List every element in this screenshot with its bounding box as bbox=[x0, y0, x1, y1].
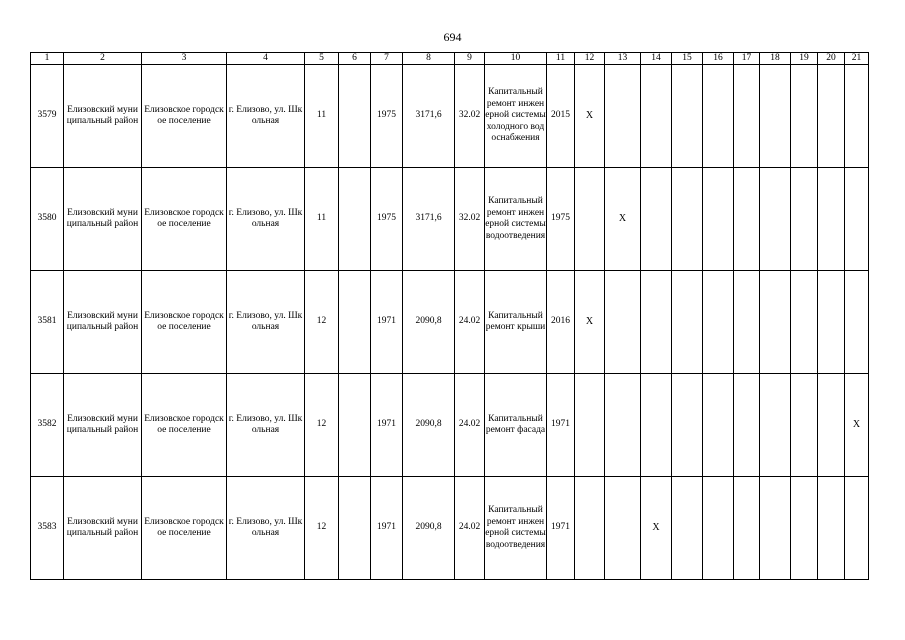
table-row bbox=[31, 374, 869, 477]
mark-cell bbox=[760, 271, 791, 374]
mark-cell bbox=[605, 65, 641, 168]
house-number: 11 bbox=[305, 168, 339, 271]
work-type: Капитальный ремонт инженерной системы водоотведения bbox=[485, 477, 547, 580]
record-id: 3580 bbox=[31, 168, 64, 271]
house-number: 12 bbox=[305, 374, 339, 477]
construction-year: 1971 bbox=[371, 374, 403, 477]
record-id: 3581 bbox=[31, 271, 64, 374]
house-number: 11 bbox=[305, 65, 339, 168]
column-number: 10 bbox=[485, 53, 547, 65]
mark-cell bbox=[760, 65, 791, 168]
mark-cell bbox=[672, 271, 703, 374]
settlement-name: Елизовское городское поселение bbox=[142, 477, 227, 580]
mark-cell bbox=[703, 477, 734, 580]
address: г. Елизово, ул. Школьная bbox=[227, 65, 305, 168]
mark-cell bbox=[760, 477, 791, 580]
table-row bbox=[31, 271, 869, 374]
mark-cell bbox=[818, 374, 845, 477]
mark-cell bbox=[641, 271, 672, 374]
record-id: 3579 bbox=[31, 65, 64, 168]
mark-cell bbox=[734, 65, 760, 168]
value-col9: 24.02 bbox=[455, 271, 485, 374]
settlement-name: Елизовское городское поселение bbox=[142, 374, 227, 477]
column-number: 9 bbox=[455, 53, 485, 65]
column-number: 11 bbox=[547, 53, 575, 65]
mark-cell bbox=[672, 374, 703, 477]
mark-cell bbox=[734, 168, 760, 271]
mark-cell bbox=[734, 271, 760, 374]
mark-cell: X bbox=[575, 65, 605, 168]
building-area: 2090,8 bbox=[403, 374, 455, 477]
district-name: Елизовский муниципальный район bbox=[64, 271, 142, 374]
page-number: 694 bbox=[443, 30, 462, 44]
column-number: 7 bbox=[371, 53, 403, 65]
mark-cell: X bbox=[605, 168, 641, 271]
settlement-name: Елизовское городское поселение bbox=[142, 65, 227, 168]
column-number: 1 bbox=[31, 53, 64, 65]
mark-cell bbox=[605, 477, 641, 580]
table-row bbox=[31, 477, 869, 580]
value-col9: 32.02 bbox=[455, 168, 485, 271]
empty-cell bbox=[339, 271, 371, 374]
mark-cell bbox=[575, 168, 605, 271]
mark-cell bbox=[791, 168, 818, 271]
mark-cell bbox=[703, 65, 734, 168]
column-number: 13 bbox=[605, 53, 641, 65]
column-number: 12 bbox=[575, 53, 605, 65]
table-row bbox=[31, 168, 869, 271]
value-col11: 1971 bbox=[547, 477, 575, 580]
mark-cell bbox=[703, 374, 734, 477]
mark-cell bbox=[641, 374, 672, 477]
value-col9: 32.02 bbox=[455, 65, 485, 168]
house-number: 12 bbox=[305, 477, 339, 580]
mark-cell bbox=[734, 374, 760, 477]
mark-cell bbox=[818, 477, 845, 580]
building-area: 3171,6 bbox=[403, 65, 455, 168]
address: г. Елизово, ул. Школьная bbox=[227, 271, 305, 374]
work-type: Капитальный ремонт крыши bbox=[485, 271, 547, 374]
mark-cell bbox=[791, 374, 818, 477]
mark-cell bbox=[791, 65, 818, 168]
empty-cell bbox=[339, 374, 371, 477]
building-area: 2090,8 bbox=[403, 271, 455, 374]
work-type: Капитальный ремонт инженерной системы холодного водоснабжения bbox=[485, 65, 547, 168]
record-id: 3583 bbox=[31, 477, 64, 580]
work-type: Капитальный ремонт инженерной системы водоотведения bbox=[485, 168, 547, 271]
table-row bbox=[31, 65, 869, 168]
column-number: 4 bbox=[227, 53, 305, 65]
column-number: 20 bbox=[818, 53, 845, 65]
mark-cell bbox=[818, 168, 845, 271]
mark-cell bbox=[791, 477, 818, 580]
construction-year: 1975 bbox=[371, 168, 403, 271]
mark-cell bbox=[605, 271, 641, 374]
column-number: 5 bbox=[305, 53, 339, 65]
column-number: 8 bbox=[403, 53, 455, 65]
column-number: 17 bbox=[734, 53, 760, 65]
table-body bbox=[31, 53, 869, 580]
district-name: Елизовский муниципальный район bbox=[64, 168, 142, 271]
column-number: 2 bbox=[64, 53, 142, 65]
mark-cell bbox=[760, 168, 791, 271]
mark-cell: X bbox=[845, 374, 869, 477]
repair-register-table bbox=[30, 52, 869, 580]
column-number: 6 bbox=[339, 53, 371, 65]
value-col11: 1971 bbox=[547, 374, 575, 477]
empty-cell bbox=[339, 168, 371, 271]
settlement-name: Елизовское городское поселение bbox=[142, 271, 227, 374]
mark-cell: X bbox=[575, 271, 605, 374]
mark-cell bbox=[672, 65, 703, 168]
column-number: 14 bbox=[641, 53, 672, 65]
mark-cell bbox=[575, 477, 605, 580]
value-col9: 24.02 bbox=[455, 374, 485, 477]
district-name: Елизовский муниципальный район bbox=[64, 65, 142, 168]
mark-cell bbox=[845, 477, 869, 580]
building-area: 2090,8 bbox=[403, 477, 455, 580]
mark-cell bbox=[845, 271, 869, 374]
mark-cell bbox=[791, 271, 818, 374]
building-area: 3171,6 bbox=[403, 168, 455, 271]
mark-cell: X bbox=[641, 477, 672, 580]
column-number-row bbox=[31, 53, 869, 65]
empty-cell bbox=[339, 65, 371, 168]
mark-cell bbox=[672, 477, 703, 580]
column-number: 18 bbox=[760, 53, 791, 65]
settlement-name: Елизовское городское поселение bbox=[142, 168, 227, 271]
district-name: Елизовский муниципальный район bbox=[64, 374, 142, 477]
column-number: 3 bbox=[142, 53, 227, 65]
mark-cell bbox=[703, 168, 734, 271]
value-col9: 24.02 bbox=[455, 477, 485, 580]
mark-cell bbox=[575, 374, 605, 477]
value-col11: 1975 bbox=[547, 168, 575, 271]
mark-cell bbox=[703, 271, 734, 374]
address: г. Елизово, ул. Школьная bbox=[227, 168, 305, 271]
empty-cell bbox=[339, 477, 371, 580]
mark-cell bbox=[672, 168, 703, 271]
mark-cell bbox=[818, 65, 845, 168]
mark-cell bbox=[760, 374, 791, 477]
mark-cell bbox=[845, 65, 869, 168]
construction-year: 1971 bbox=[371, 477, 403, 580]
column-number: 21 bbox=[845, 53, 869, 65]
value-col11: 2016 bbox=[547, 271, 575, 374]
construction-year: 1975 bbox=[371, 65, 403, 168]
column-number: 19 bbox=[791, 53, 818, 65]
mark-cell bbox=[605, 374, 641, 477]
mark-cell bbox=[641, 168, 672, 271]
address: г. Елизово, ул. Школьная bbox=[227, 374, 305, 477]
mark-cell bbox=[734, 477, 760, 580]
value-col11: 2015 bbox=[547, 65, 575, 168]
work-type: Капитальный ремонт фасада bbox=[485, 374, 547, 477]
address: г. Елизово, ул. Школьная bbox=[227, 477, 305, 580]
district-name: Елизовский муниципальный район bbox=[64, 477, 142, 580]
house-number: 12 bbox=[305, 271, 339, 374]
column-number: 15 bbox=[672, 53, 703, 65]
mark-cell bbox=[641, 65, 672, 168]
record-id: 3582 bbox=[31, 374, 64, 477]
construction-year: 1971 bbox=[371, 271, 403, 374]
mark-cell bbox=[818, 271, 845, 374]
column-number: 16 bbox=[703, 53, 734, 65]
mark-cell bbox=[845, 168, 869, 271]
